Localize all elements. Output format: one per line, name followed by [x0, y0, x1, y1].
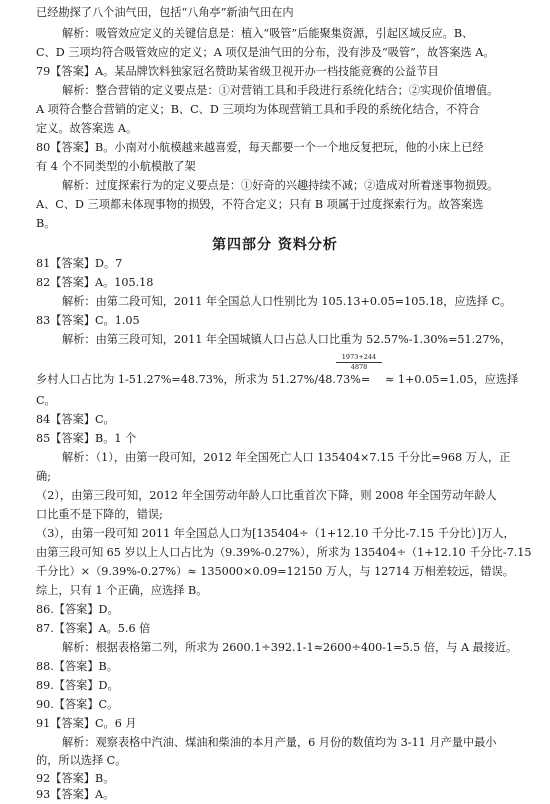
answer-line: 85【答案】B。1 个	[36, 432, 137, 445]
text-line: 解析：由第二段可知，2011 年全国总人口性别比为 105.13+0.05=105.18，应选择 C。	[62, 295, 512, 308]
text-line: C、D 三项均符合吸管效应的定义；A 项仅是油气田的分布，没有涉及“吸管”，故答案选 A。	[36, 46, 495, 59]
text-line: 解析：过度探索行为的定义要点是：①好奇的兴趣持续不减；②造成对所着迷事物损毁。	[62, 179, 499, 192]
answer-line: 87.【答案】A。5.6 倍	[36, 622, 151, 635]
text-line: 已经勘探了八个油气田，包括“八角亭”新油气田在内	[36, 6, 294, 19]
text-line: 解析：由第三段可知，2011 年全国城镇人口占总人口比重为 52.57%-1.30%=51.27%，	[62, 333, 512, 346]
answer-line: 92【答案】B。	[36, 772, 115, 785]
text-line: 解析：根据表格第二列，所求为 2600.1÷392.1-1≈2600÷400-1=5.5 倍，与 A 最接近。	[62, 641, 518, 654]
answer-line: 84【答案】C。	[36, 413, 115, 426]
fraction	[336, 354, 382, 371]
text-line: （2），由第三段可知，2012 年全国劳动年龄人口比重首次下降，则 2008 年全国劳动年龄人	[36, 489, 497, 502]
text-line: 定义。故答案选 A。	[36, 122, 138, 135]
text-line: B。	[36, 217, 56, 230]
text-line: 解析：观察表格中汽油、煤油和柴油的本月产量，6 月份的数值均为 3-11 月产量中最小	[62, 736, 497, 749]
text-line: 有 4 个不同类型的小航模散了架	[36, 160, 196, 173]
answer-line: 82【答案】A。105.18	[36, 276, 154, 289]
text-line: 综上，只有 1 个正确，应选择 B。	[36, 584, 208, 597]
text-line: 千分比）×（9.39%-0.27%）≈ 135000×0.09=12150 万人，与 12714 万相差较远，错误。	[36, 565, 514, 578]
answer-line: 91【答案】C。6 月	[36, 717, 137, 730]
answer-line: 81【答案】D。7	[36, 257, 123, 270]
answer-line: 86.【答案】D。	[36, 603, 119, 616]
text-line: A 项符合整合营销的定义；B、C、D 三项均为体现营销工具和手段的系统化结合，不符合	[36, 103, 480, 116]
answer-line: 90.【答案】C。	[36, 698, 119, 711]
answer-line: 89.【答案】D。	[36, 679, 119, 692]
fraction-denominator: 4878	[350, 363, 368, 371]
text-line: C。	[36, 394, 56, 407]
text-line: 解析：（1），由第一段可知，2012 年全国死亡人口 135404×7.15 千分比=968 万人，正	[62, 451, 511, 464]
answer-line: 93【答案】A。	[36, 788, 115, 801]
text-line: 的，所以选择 C。	[36, 754, 127, 767]
text-line: （3），由第一段可知 2011 年全国总人口为[135404÷（1+12.10 千分比-7.15 千分比）]万人，	[36, 527, 515, 540]
text-line: 确;	[36, 470, 51, 483]
text-line: 乡村人口占比为 1-51.27%=48.73%，所求为 51.27%/48.73%=	[36, 373, 371, 386]
text-line: 解析：整合营销的定义要点是：①对营销工具和手段进行系统化结合；②实现价值增值。	[62, 84, 499, 97]
text-line: 解析：吸管效应定义的关键信息是：植入“吸管”后能聚集资源，引起区域反应。B、	[62, 27, 474, 40]
section-heading: 第四部分 资料分析	[212, 237, 338, 253]
text-line: A、C、D 三项都未体现事物的损毁，不符合定义；只有 B 项属于过度探索行为。故答案选	[36, 198, 484, 211]
answer-line: 83【答案】C。1.05	[36, 314, 140, 327]
text-line: ≈ 1+0.05=1.05，应选择	[385, 373, 519, 386]
fraction-numerator: 1973+244	[341, 353, 377, 361]
text-line: 口比重不是下降的，错误;	[36, 508, 163, 521]
text-line: 由第三段可知 65 岁以上人口占比为（9.39%-0.27%），所求为 135404÷（1+12.10 千分比-7.15	[36, 546, 532, 559]
text-line: 79【答案】A。某品牌饮料独家冠名赞助某省级卫视开办一档技能竞赛的公益节目	[36, 65, 439, 78]
text-line: 80【答案】B。小南对小航模越来越喜爱，每天都要一个一个地反复把玩，他的小床上已经	[36, 141, 484, 154]
answer-line: 88.【答案】B。	[36, 660, 118, 673]
